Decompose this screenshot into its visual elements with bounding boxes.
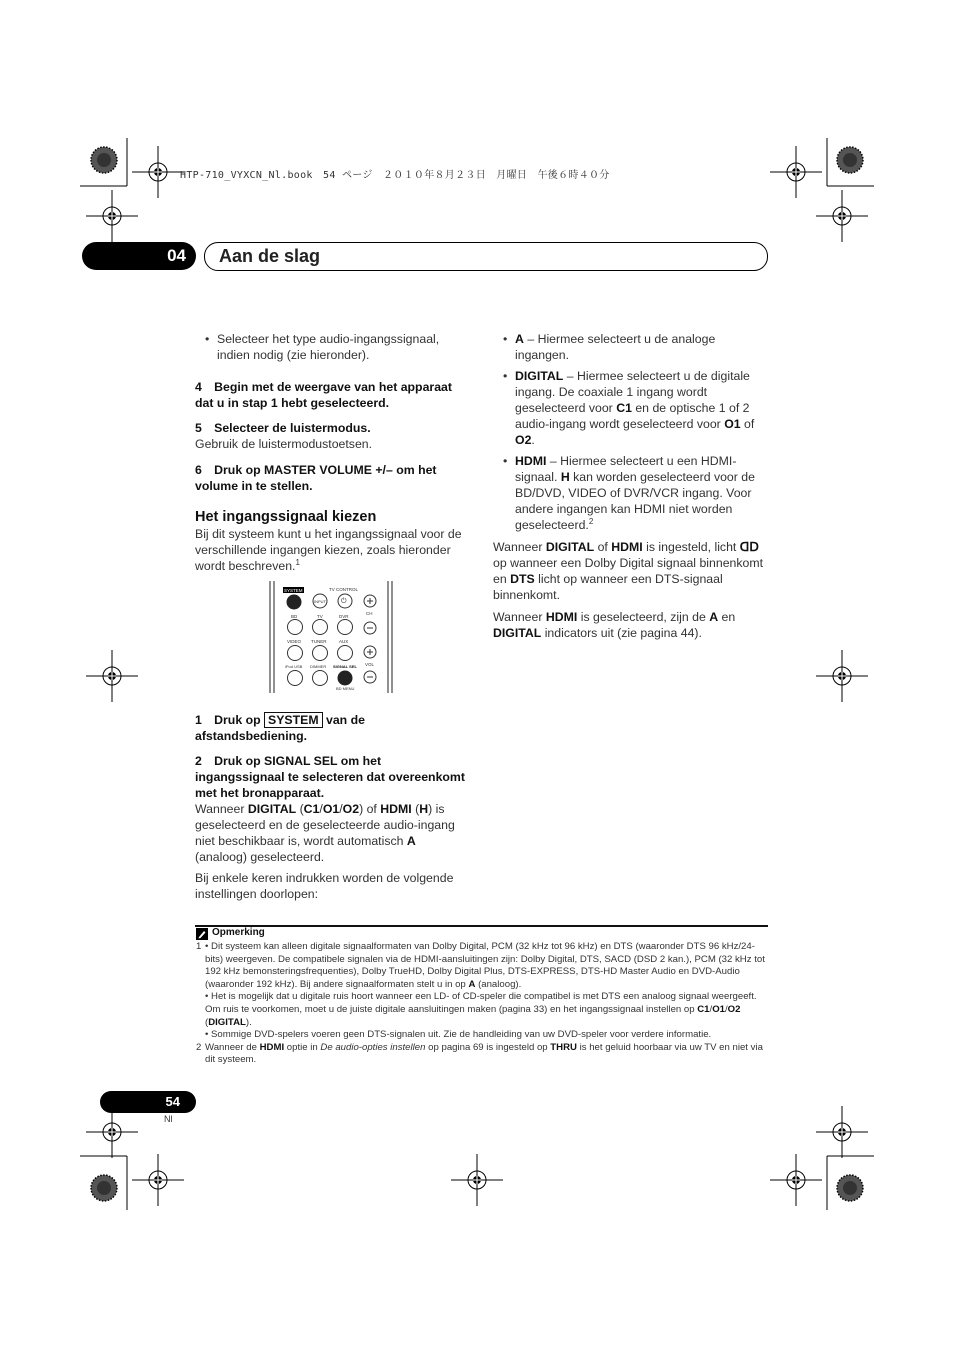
- step-2-cycle: Bij enkele keren indrukken worden de volgende instellingen doorlopen:: [195, 871, 454, 901]
- note-pencil-icon: [196, 928, 208, 940]
- bullet-hdmi: • HDMI – Hiermee selecteert u een HDMI-signaal. H kan worden geselecteerd voor de BD/DVD, VIDEO of DVR/VCR ingang. Voor andere ingangen kan HDMI niet worden geselecteerd.$^2$: [493, 453, 769, 533]
- language-code: Nl: [164, 1114, 173, 1124]
- bullet-digital: • DIGITAL – Hiermee selecteert u de digitale ingang. De coaxiale 1 ingang wordt geselecteerd voor C1 en de optische 1 of 2 audio-ingang wordt geselecteerd voor O1 of O2.: [493, 368, 769, 448]
- chapter-title: Aan de slag: [204, 242, 768, 271]
- step-5-text: Gebruik de luistermodustoetsen.: [195, 437, 373, 451]
- remote-dimmer-label: DIMMER: [310, 664, 327, 669]
- remote-tv-control-label: TV CONTROL: [329, 587, 359, 592]
- step-2-detail: Wanneer DIGITAL (C1/O1/O2) of HDMI (H) is geselecteerd en de geselecteerde audio-ingang niet beschikbaar is, wordt automatisch A (analoog) geselecteerd.: [195, 802, 455, 864]
- bullet-select-signal: • Selecteer het type audio-ingangssignaal, indien nodig (zie hieronder).: [195, 331, 470, 363]
- remote-svg: [269, 581, 393, 693]
- indicator-paragraph-1: Wanneer DIGITAL of HDMI is ingesteld, licht ᗡᗞ op wanneer een Dolby Digital signaal binnenkomt en DTS licht op wanneer een DTS-signaal binnenkomt.: [493, 540, 764, 602]
- left-column: [195, 331, 470, 574]
- dolby-digital-icon: ᗡᗞ: [739, 540, 759, 554]
- step-5: 5 Selecteer de luistermodus.: [195, 421, 371, 435]
- note-1: 1 • Dit systeem kan alleen digitale signaalformaten van Dolby Digital, PCM (32 kHz tot 96 kHz) en DTS (waaronder DTS 96 kHz/24-bits) weergeven. De compatibele signalen via de HDMI-aansluitingen zijn: Dolby Digital, DTS, SACD (DSD 2 kan.), PCM (32 kHz tot 192 kHz bemonsteringsfrequenties), Dolby TrueHD, Dolby Digital Plus, DTS-EXPRESS, DTS-HD Master Audio en DVD-Audio (waaronder 192 kHz). Bij andere signaalformaten stelt u in op A (analoog). • Het is mogelijk dat u digitale ruis hoort wanneer een LD- of CD-speler die compatibel is met DTS een analoog signaal weergeeft. Om ruis te voorkomen, moet u de juiste digitale aansluitingen maken (pagina 33) en het ingangssignaal instellen op C1/O1/O2 (DIGITAL). • Sommige DVD-spelers voeren geen DTS-signalen uit. Zie de handleiding van uw DVD-speler voor verdere informatie.: [196, 941, 765, 1041]
- indicator-paragraph-2: Wanneer HDMI is geselecteerd, zijn de A en DIGITAL indicators uit (zie pagina 44).: [493, 610, 736, 640]
- remote-aux-label: AUX: [339, 639, 349, 644]
- remote-bd-menu-label: BD MENU: [336, 686, 355, 691]
- remote-tuner-label: TUNER: [311, 639, 327, 644]
- bullet-a: • A – Hiermee selecteert u de analoge ingangen.: [493, 331, 769, 363]
- system-key: SYSTEM: [264, 712, 323, 728]
- notes-section: [196, 926, 768, 1067]
- power-icon: ⏻: [341, 597, 347, 605]
- remote-tv-label: TV: [317, 614, 323, 619]
- remote-signal-sel-label: SIGNAL SEL: [333, 664, 357, 669]
- step-6: 6 Druk op MASTER VOLUME +/– om het volume in te stellen.: [195, 463, 437, 493]
- step-1: 1 Druk op SYSTEM van de afstandsbediening.: [195, 713, 365, 743]
- remote-video-label: VIDEO: [287, 639, 302, 644]
- section-intro: Bij dit systeem kunt u het ingangssignaal voor de verschillende ingangen kiezen, zoals hieronder wordt beschreven.$^1$: [195, 527, 462, 573]
- step-4: 4 Begin met de weergave van het apparaat dat u in stap 1 hebt geselecteerd.: [195, 380, 452, 410]
- remote-system-label: SYSTEM: [284, 588, 303, 593]
- page-number-badge: 54: [100, 1091, 196, 1113]
- left-column-steps: [195, 712, 470, 902]
- chapter-number-badge: 04: [82, 242, 196, 270]
- remote-dvr-label: DVR: [339, 614, 349, 619]
- remote-vol-label: VOL: [365, 662, 375, 667]
- print-header: HTP-710_VYXCN_Nl.book 54 ページ ２０１０年８月２３日 月曜日 午後６時４０分: [180, 170, 610, 181]
- remote-ipod-label: iPod USB: [285, 664, 303, 669]
- remote-bd-label: BD: [291, 614, 298, 619]
- right-column: [493, 331, 769, 641]
- notes-header: Opmerking: [212, 927, 265, 938]
- remote-input-label: INPUT: [314, 599, 326, 604]
- step-2: 2 Druk op SIGNAL SEL om het ingangssignaal te selecteren dat overeenkomt met het bronapparaat.: [195, 754, 465, 800]
- remote-ch-label: CH: [366, 611, 373, 616]
- remote-control-illustration: [269, 581, 393, 693]
- note-2: 2 Wanneer de HDMI optie in De audio-opties instellen op pagina 69 is ingesteld op THRU is het geluid hoorbaar via uw TV en niet via dit systeem.: [196, 1041, 763, 1066]
- section-heading: Het ingangssignaal kiezen: [195, 509, 377, 525]
